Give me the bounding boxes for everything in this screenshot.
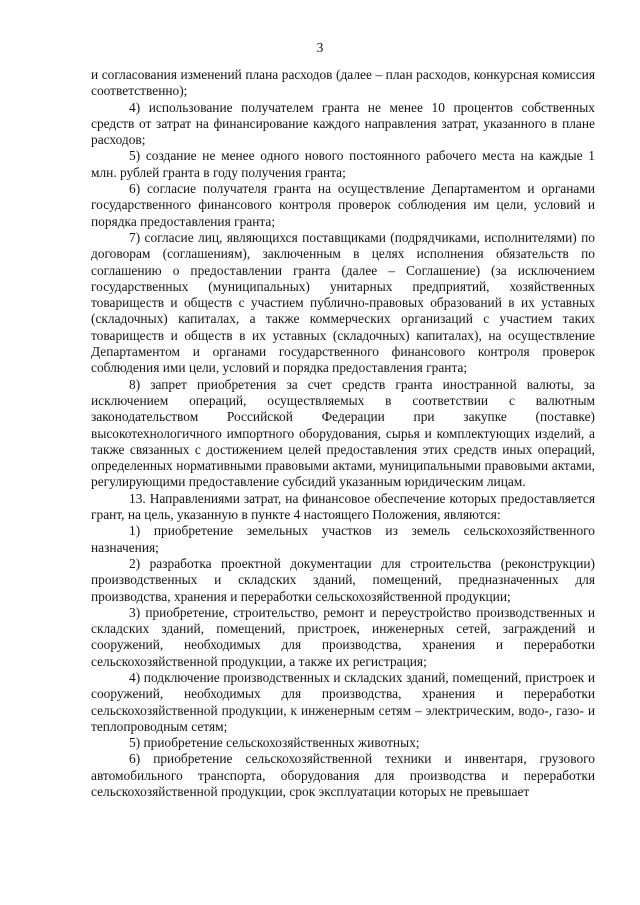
paragraph-direction-2: 2) разработка проектной документации для строительства (реконструкции) производственных и складских зданий, помещений, предназначенных для производства, хранения и переработки сельскохозяйственной продукции; [91,555,595,604]
document-body [91,67,595,800]
page-number: 3 [316,40,324,55]
paragraph-direction-3: 3) приобретение, строительство, ремонт и переустройство производственных и складских зданий, помещений, пристроек, инженерных сетей, заграждений и сооружений, необходимых для производства, хранения и переработки сельскохозяйственной продукции, а также их регистрация; [91,604,595,669]
paragraph-item-6: 6) согласие получателя гранта на осуществление Департаментом и органами государственного финансового контроля проверок соблюдения им цели, условий и порядка предоставления гранта; [91,181,595,229]
paragraph-direction-4: 4) подключение производственных и складских зданий, помещений, пристроек и сооружений, необходимых для производства, хранения и переработки сельскохозяйственной продукции, к инженерным сетям – электрическим, водо-, газо- и теплопроводным сетям; [91,669,595,734]
paragraph-item-5: 5) создание не менее одного нового постоянного рабочего места на каждые 1 млн. рублей гранта в году получения гранта; [91,148,595,180]
paragraph-item-8: 8) запрет приобретения за счет средств гранта иностранной валюты, за исключением операций, осуществляемых в соответствии с валютным законодательством Российской Федерации при закупке (поставке) высокотехнологичного импортного оборудования, сырья и комплектующих изделий, а также связанных с достижением целей предоставления этих средств иных операций, определенных нормативными правовыми актами, муниципальными правовыми актами, регулирующими предоставление субсидий указанным юридическим лицам. [91,376,595,490]
paragraph-direction-1: 1) приобретение земельных участков из земель сельскохозяйственного назначения; [91,523,595,555]
paragraph-direction-5: 5) приобретение сельскохозяйственных животных; [129,735,420,751]
paragraph-item-4: 4) использование получателем гранта не менее 10 процентов собственных средств от затрат на финансирование каждого направления затрат, указанного в плане расходов; [91,99,595,148]
paragraph-direction-6: 6) приобретение сельскохозяйственной техники и инвентаря, грузового автомобильного транспорта, оборудования для производства и переработки сельскохозяйственной продукции, срок эксплуатации которых не превышает [91,751,595,800]
paragraph-section-13: 13. Направлениями затрат, на финансовое обеспечение которых предоставляется грант, на цель, указанную в пункте 4 настоящего Положения, являются: [91,490,595,523]
paragraph-item-7: 7) согласие лиц, являющихся поставщиками (подрядчиками, исполнителями) по договорам (соглашениям), заключенным в целях исполнения обязательств по соглашению о предоставлении гранта (далее – Соглашение) (за исключением государственных (муниципальных) унитарных предприятий, хозяйственных товариществ и обществ с участием публично-правовых образований в их уставных (складочных) капиталах, а также коммерческих организаций с участием таких товариществ и обществ в их уставных (складочных) капиталах), на осуществление Департаментом и органами государственного финансового контроля проверок соблюдения ими цели, условий и порядка предоставления гранта; [91,229,595,376]
paragraph-continuation: и согласования изменений плана расходов (далее – план расходов, конкурсная комиссия соответственно); [91,67,595,99]
